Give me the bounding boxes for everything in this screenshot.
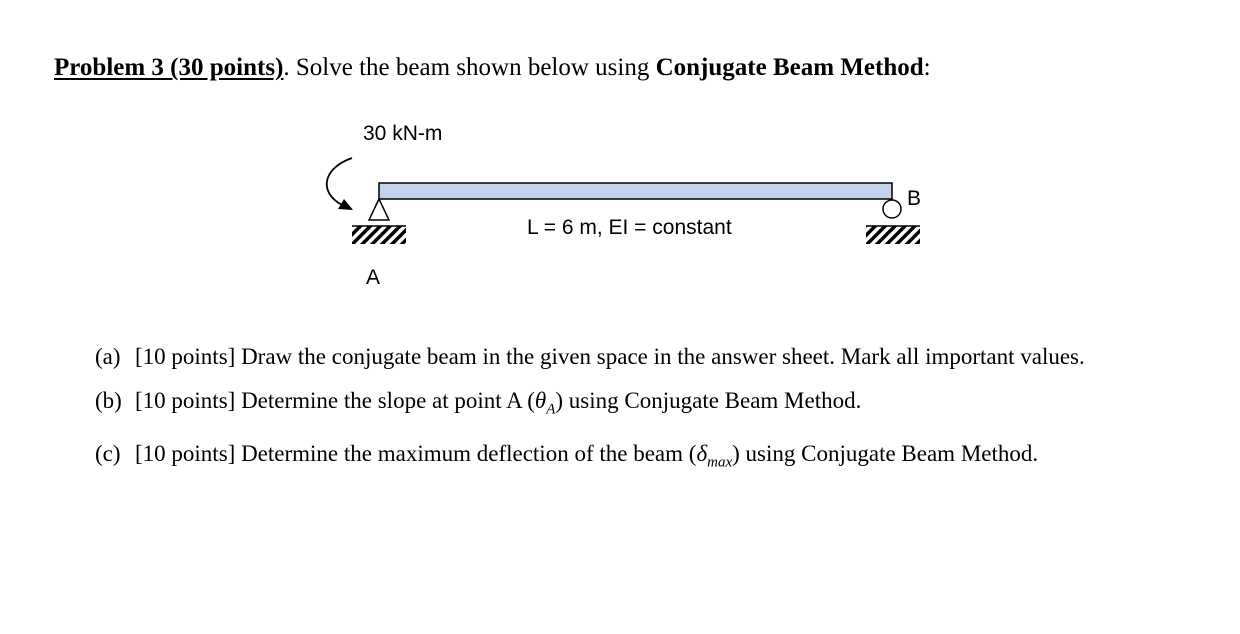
part-text: Determine the slope at point A ( [241,388,535,413]
support-a-label: A [366,266,381,289]
delta-symbol: δ [696,440,708,466]
part-points: [10 points] [135,440,236,466]
theta-symbol: θ [534,388,547,413]
problem-title: Problem 3 (30 points) [54,54,284,81]
question-part-a [95,335,1085,379]
question-part-b [95,379,1085,432]
part-label: (c) [95,440,121,466]
part-label: (b) [95,388,122,413]
part-points: [10 points] [135,344,236,369]
heading-colon: : [923,54,931,81]
part-text: Draw the conjugate beam in the given space in the answer sheet. Mark all important values. [241,344,1085,369]
heading-text: . Solve the beam shown below using [283,54,656,81]
beam [379,183,892,199]
delta-subscript: max [707,454,733,471]
part-text: Determine the maximum deflection of the beam ( [241,440,697,466]
part-text-end: ) using Conjugate Beam Method. [555,388,862,413]
moment-label: 30 kN-m [363,122,443,145]
part-label: (a) [95,344,121,369]
theta-subscript: A [546,401,556,418]
ground-hatch-b-icon [866,226,920,244]
part-points: [10 points] [135,388,236,413]
ground-hatch-a-icon [352,226,406,244]
part-text-end: ) using Conjugate Beam Method. [732,440,1039,466]
roller-support-b-icon [883,200,901,218]
support-b-label: B [907,187,922,210]
method-name: Conjugate Beam Method [655,54,924,81]
question-part-c [95,432,1085,485]
moment-arrow-icon [327,158,352,205]
span-label: L = 6 m, EI = constant [527,216,732,239]
question-parts [95,335,1085,484]
pin-support-a-icon [369,199,389,220]
